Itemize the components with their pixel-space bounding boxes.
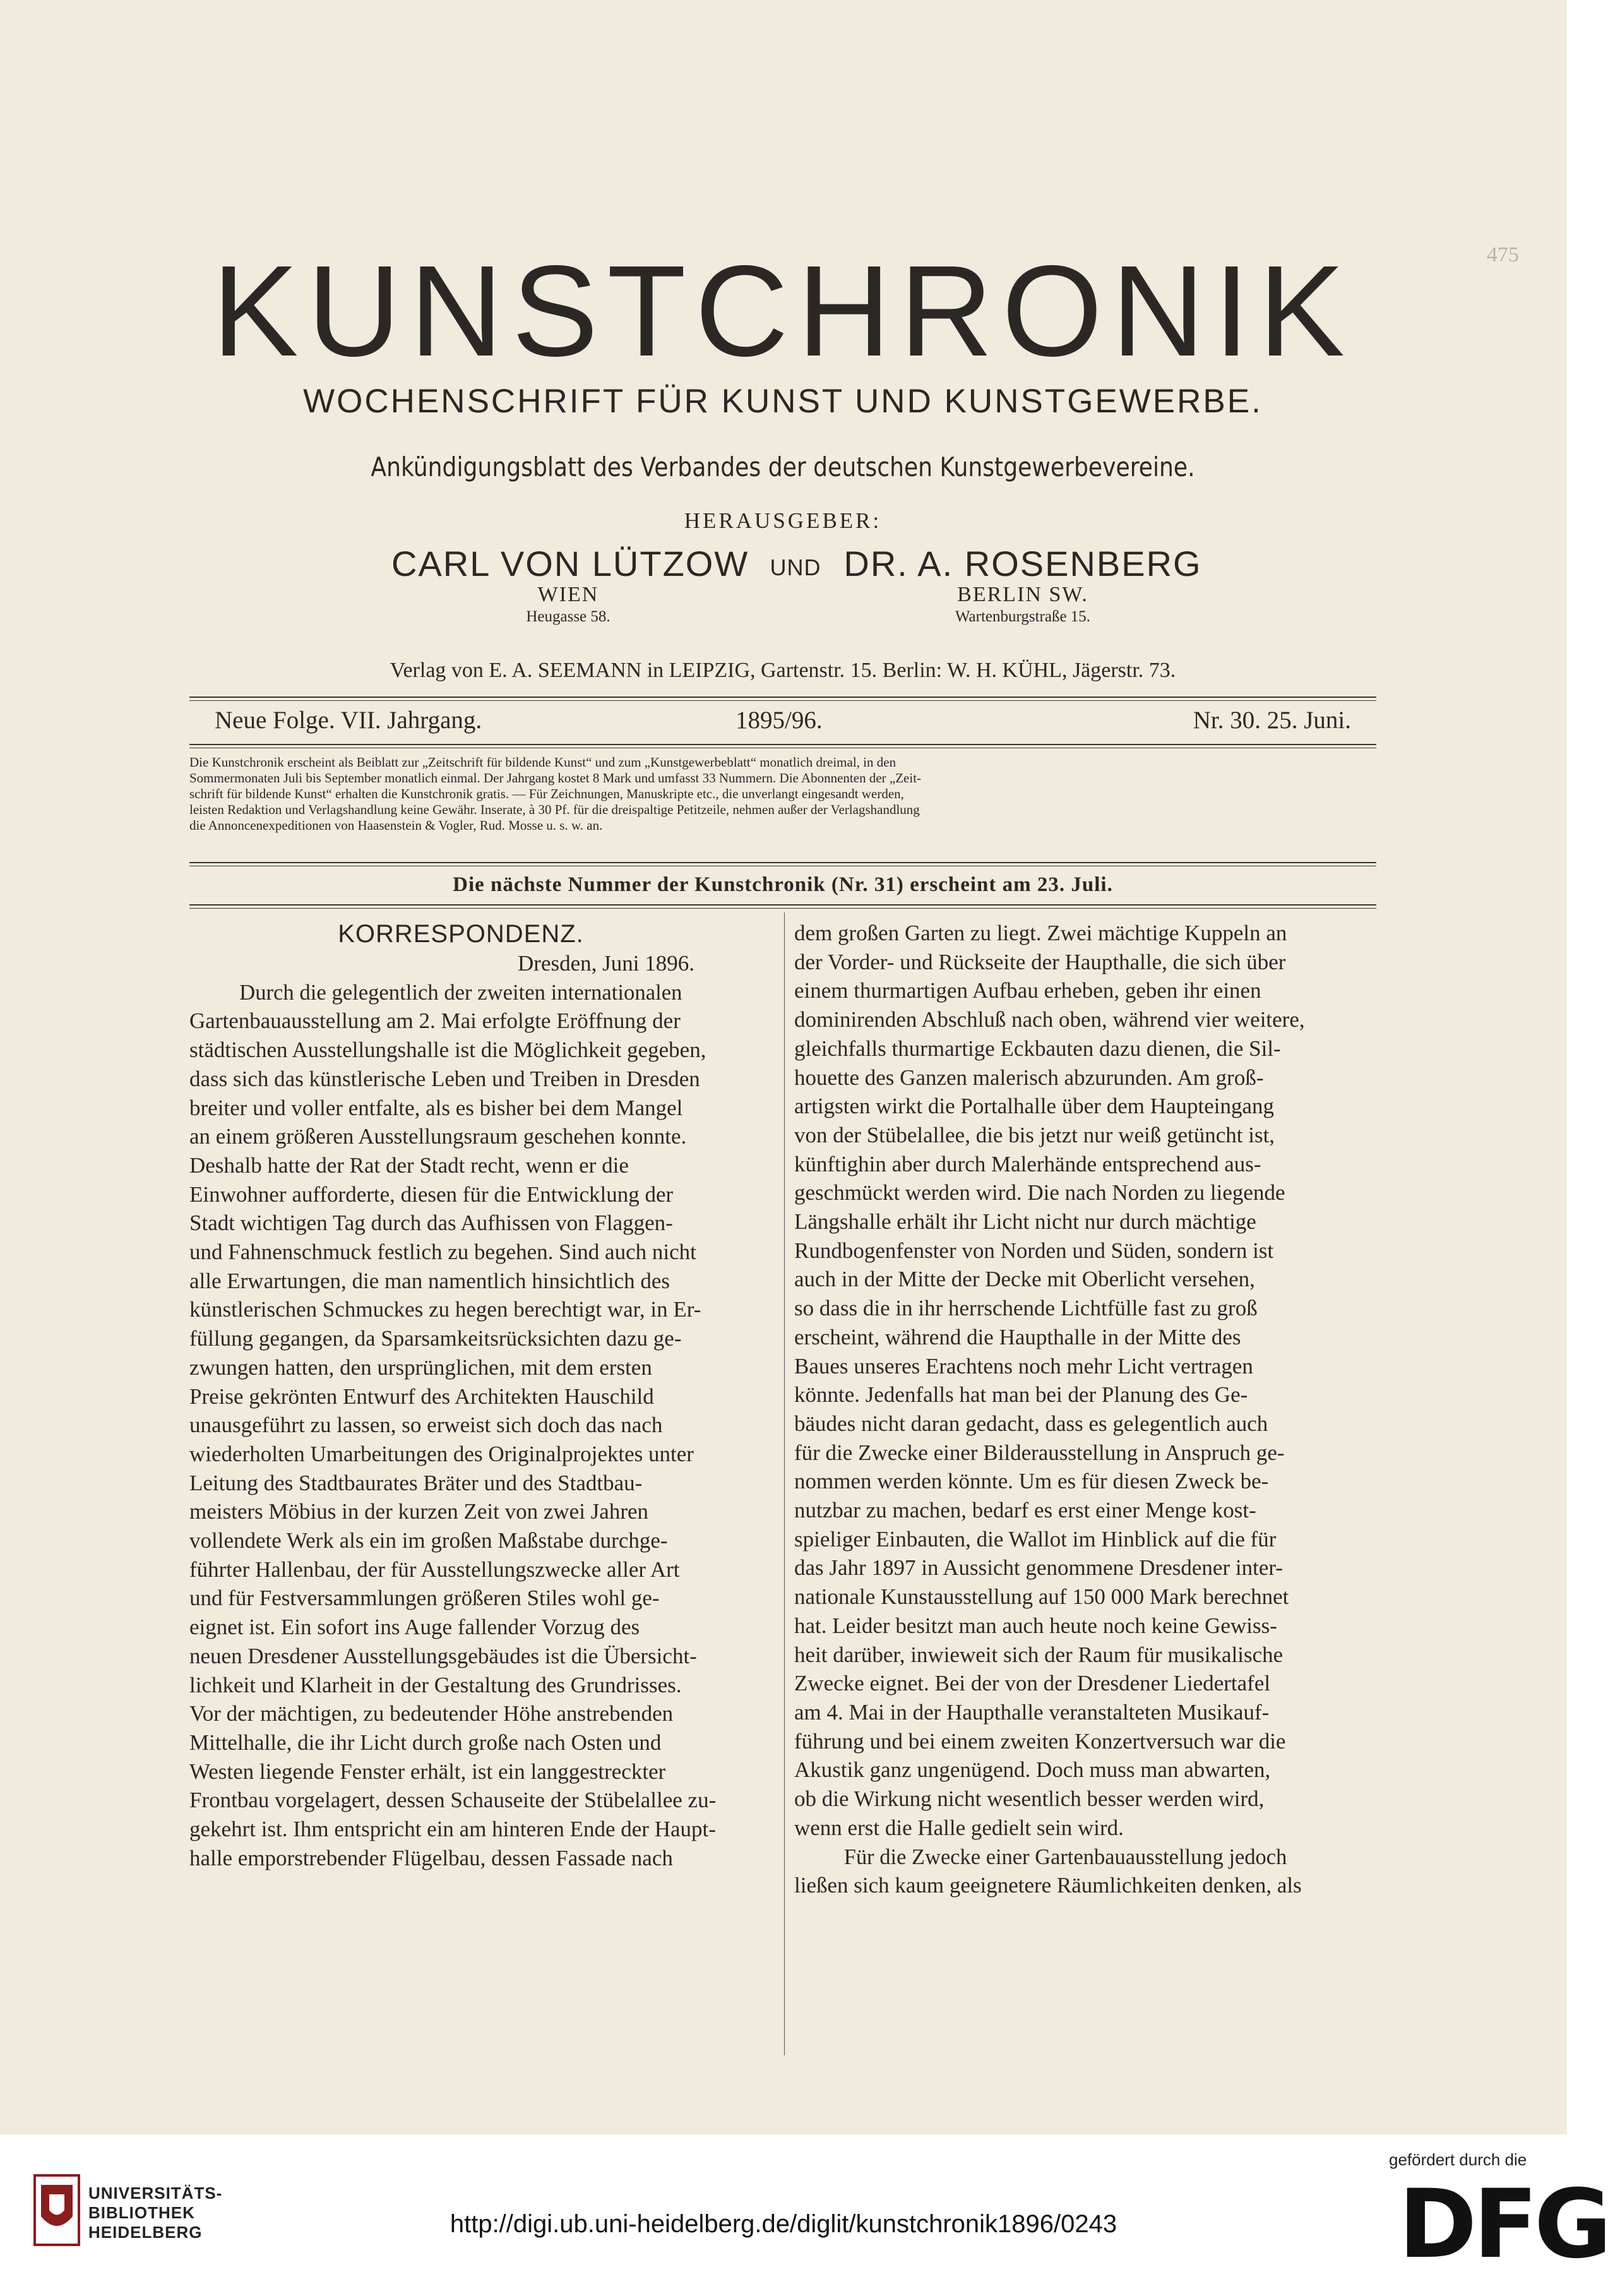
text-line: nationale Kunstausstellung auf 150 000 Mark berechnet xyxy=(794,1584,1289,1610)
editor-right-name: DR. A. ROSENBERG xyxy=(843,544,1202,583)
divider xyxy=(189,744,1376,745)
text-line: Frontbau vorgelagert, dessen Schauseite der Stübelallee zu- xyxy=(189,1788,717,1813)
text-line: Einwohner aufforderte, diesen für die Entwicklung der xyxy=(189,1181,674,1207)
text-line: gleichfalls thurmartige Eckbauten dazu dienen, die Sil- xyxy=(794,1036,1281,1061)
divider xyxy=(189,700,1376,701)
text-line: dem großen Garten zu liegt. Zwei mächtige Kuppeln an xyxy=(794,921,1287,945)
funded-by-label: gefördert durch die xyxy=(1389,2150,1527,2169)
text-line: spieliger Einbauten, die Wallot im Hinblick auf die für xyxy=(794,1526,1277,1552)
issue-number: Nr. 30. 25. Juni. xyxy=(1193,707,1351,734)
editor-left-address: Heugasse 58. xyxy=(526,608,610,625)
subscription-notice xyxy=(189,755,1376,834)
text-line: künstlerischen Schmuckes zu hegen berechtigt war, in Er- xyxy=(189,1297,701,1322)
text-line: bäudes nicht daran gedacht, dass es gelegentlich auch xyxy=(794,1411,1268,1436)
text-line: künftighin aber durch Malerhände entsprechend aus- xyxy=(794,1151,1261,1176)
text-line: zwungen hatten, den ursprünglichen, mit dem ersten xyxy=(189,1354,652,1380)
text-line: breiter und voller entfalte, als es bisher bei dem Mangel xyxy=(189,1095,683,1120)
page-number: 475 xyxy=(1487,243,1519,266)
text-line: Westen liegende Fenster erhält, ist ein langgestreckter xyxy=(189,1759,666,1784)
announcement-line: Ankündigungsblatt des Verbandes der deutschen Kunstgewerbevereine. xyxy=(371,451,1195,482)
text-line: für die Zwecke einer Bilderausstellung in Anspruch ge- xyxy=(794,1440,1285,1465)
text-line: Rundbogenfenster von Norden und Süden, sondern ist xyxy=(794,1238,1274,1263)
masthead-title: KUNSTCHRONIK xyxy=(211,239,1354,383)
divider xyxy=(189,697,1376,698)
text-line: ob die Wirkung nicht wesentlich besser werden wird, xyxy=(794,1786,1265,1812)
text-line: einem thurmartigen Aufbau erheben, geben ihr einen xyxy=(794,978,1261,1003)
divider xyxy=(189,862,1376,863)
text-line: und für Festversammlungen größeren Stiles wohl ge- xyxy=(189,1586,660,1611)
notice-line: Die Kunstchronik erscheint als Beiblatt zur „Zeitschrift für bildende Kunst“ und zum „Kunstgewerbeblatt“ monatlich dreimal, in den xyxy=(189,755,896,770)
text-line: neuen Dresdener Ausstellungsgebäudes ist die Übersicht- xyxy=(189,1643,697,1668)
text-line: Preise gekrönten Entwurf des Architekten Hauschild xyxy=(189,1384,654,1409)
column-divider xyxy=(784,912,785,2055)
text-line: dass sich das künstlerische Leben und Treiben in Dresden xyxy=(189,1066,700,1091)
text-line: wenn erst die Halle gedielt sein wird. xyxy=(794,1815,1124,1840)
footer-bar xyxy=(0,2134,1608,2296)
text-line: dominirenden Abschluß nach oben, während vier weitere, xyxy=(794,1007,1305,1032)
text-line: führung und bei einem zweiten Konzertversuch war die xyxy=(794,1728,1286,1754)
text-line: alle Erwartungen, die man namentlich hinsichtlich des xyxy=(189,1268,670,1293)
editor-right-city: BERLIN SW. xyxy=(957,583,1088,606)
divider xyxy=(189,904,1376,906)
masthead-subtitle: WOCHENSCHRIFT FÜR KUNST UND KUNSTGEWERBE. xyxy=(303,383,1263,420)
text-line: nommen werden könnte. Um es für diesen Zweck be- xyxy=(794,1469,1269,1494)
text-line: führter Hallenbau, der für Ausstellungszwecke aller Art xyxy=(189,1557,680,1582)
text-line: unausgeführt zu lassen, so erweist sich doch das nach xyxy=(189,1413,663,1438)
text-line: am 4. Mai in der Haupthalle veranstalteten Musikauf- xyxy=(794,1699,1270,1725)
text-line: artigsten wirkt die Portalhalle über dem Haupteingang xyxy=(794,1094,1275,1119)
source-url[interactable]: http://digi.ub.uni-heidelberg.de/diglit/kunstchronik1896/0243 xyxy=(450,2210,1117,2238)
text-line: meisters Möbius in der kurzen Zeit von zwei Jahren xyxy=(189,1499,649,1524)
editor-right xyxy=(833,543,1212,626)
text-line: Leitung des Stadtbaurates Bräter und des Stadtbau- xyxy=(189,1470,643,1495)
text-line: Zwecke eignet. Bei der von der Dresdener Liedertafel xyxy=(794,1671,1271,1696)
editor-right-address: Wartenburgstraße 15. xyxy=(955,608,1091,625)
text-line: das Jahr 1897 in Aussicht genommene Dresdener inter- xyxy=(794,1555,1283,1581)
notice-line: leisten Redaktion und Verlagshandlung keine Gewähr. Inserate, à 30 Pf. für die dreispaltige Petitzeile, nehmen außer der Verlagshandlung xyxy=(189,802,920,817)
library-name-line: BIBLIOTHEK xyxy=(88,2203,195,2222)
notice-line: Sommermonaten Juli bis September monatlich einmal. Der Jahrgang kostet 8 Mark und umfasst 33 Nummern. Die Abonnenten der „Zeit- xyxy=(189,770,922,786)
text-line: eignet ist. Ein sofort ins Auge fallender Vorzug des xyxy=(189,1615,640,1640)
text-line: nutzbar zu machen, bedarf es erst einer Menge kost- xyxy=(794,1498,1256,1523)
library-name-line: HEIDELBERG xyxy=(88,2223,203,2242)
notice-line: schrift für bildende Kunst“ erhalten die Kunstchronik gratis. — Für Zeichnungen, Manuskripte etc., die unverlangt eingesandt werden, xyxy=(189,786,904,801)
text-line: Akustik ganz ungenügend. Doch muss man abwarten, xyxy=(794,1757,1271,1783)
text-line: vollendete Werk als ein im großen Maßstabe durchge- xyxy=(189,1528,668,1553)
text-line: von der Stübelallee, die bis jetzt nur weiß getüncht ist, xyxy=(794,1122,1275,1147)
issue-year: 1895/96. xyxy=(736,707,823,734)
text-line: der Vorder- und Rückseite der Haupthalle, die sich über xyxy=(794,949,1286,974)
dateline: Dresden, Juni 1896. xyxy=(518,951,694,976)
dfg-logo: DFG xyxy=(1398,2170,1608,2280)
text-line: lichkeit und Klarheit in der Gestaltung des Grundrisses. xyxy=(189,1672,682,1697)
article-column-right xyxy=(794,919,1337,1900)
issue-line xyxy=(189,706,1376,744)
text-line: füllung gegangen, da Sparsamkeitsrücksichten dazu ge- xyxy=(189,1326,682,1351)
issue-folge: Neue Folge. VII. Jahrgang. xyxy=(215,707,482,734)
text-line: wiederholten Umarbeitungen des Originalprojektes unter xyxy=(189,1441,694,1466)
text-line: so dass die in ihr herrschende Lichtfülle fast zu groß xyxy=(794,1296,1258,1321)
text-line: erscheint, während die Haupthalle in der Mitte des xyxy=(794,1324,1241,1349)
text-line: städtischen Ausstellungshalle ist die Möglichkeit gegeben, xyxy=(189,1037,706,1063)
article-column-left xyxy=(189,919,732,1873)
text-line: Mittelhalle, die ihr Licht durch große nach Osten und xyxy=(189,1730,662,1755)
library-name-line: UNIVERSITÄTS- xyxy=(88,2184,223,2203)
text-line: heit darüber, inwieweit sich der Raum für musikalische xyxy=(794,1642,1283,1667)
text-line: Stadt wichtigen Tag durch das Aufhissen von Flaggen- xyxy=(189,1211,673,1236)
text-line: hat. Leider besitzt man auch heute noch keine Gewiss- xyxy=(794,1613,1277,1638)
text-line: Deshalb hatte der Rat der Stadt recht, wenn er die xyxy=(189,1152,629,1178)
text-line: Längshalle erhält ihr Licht nicht nur durch mächtige xyxy=(794,1209,1256,1235)
text-line: Durch die gelegentlich der zweiten internationalen xyxy=(239,979,682,1005)
text-line: an einem größeren Ausstellungsraum geschehen konnte. xyxy=(189,1124,687,1149)
text-line: ließen sich kaum geeignetere Räumlichkeiten denken, als xyxy=(794,1873,1302,1898)
editors-und: UND xyxy=(770,554,821,580)
editor-left-city: WIEN xyxy=(537,583,599,606)
section-heading: KORRESPONDENZ. xyxy=(338,920,584,948)
text-line: Für die Zwecke einer Gartenbauausstellung jedoch xyxy=(843,1844,1287,1869)
publisher-line: Verlag von E. A. SEEMANN in LEIPZIG, Gartenstr. 15. Berlin: W. H. KÜHL, Jägerstr. 73. xyxy=(390,659,1176,682)
editor-left-name: CARL VON LÜTZOW xyxy=(391,544,749,583)
text-line: geschmückt werden wird. Die nach Norden zu liegende xyxy=(794,1180,1285,1205)
text-line: könnte. Jedenfalls hat man bei der Planung des Ge- xyxy=(794,1382,1248,1408)
herausgeber-label: HERAUSGEBER: xyxy=(684,508,882,533)
text-line: halle emporstrebender Flügelbau, dessen Fassade nach xyxy=(189,1845,673,1870)
text-line: auch in der Mitte der Decke mit Oberlicht versehen, xyxy=(794,1267,1255,1292)
text-line: und Fahnenschmuck festlich zu begehen. Sind auch nicht xyxy=(189,1240,696,1265)
text-line: Vor der mächtigen, zu bedeutender Höhe anstrebenden xyxy=(189,1701,674,1726)
next-issue-notice: Die nächste Nummer der Kunstchronik (Nr. 31) erscheint am 23. Juli. xyxy=(453,873,1113,896)
notice-line: die Annoncenexpeditionen von Haasenstein & Vogler, Rud. Mosse u. s. w. an. xyxy=(189,818,603,833)
text-line: gekehrt ist. Ihm entspricht ein am hinteren Ende der Haupt- xyxy=(189,1817,716,1842)
editor-left xyxy=(391,543,749,626)
text-line: Baues unseres Erachtens noch mehr Licht vertragen xyxy=(794,1353,1253,1378)
divider xyxy=(189,908,1376,909)
text-line: Gartenbauausstellung am 2. Mai erfolgte Eröffnung der xyxy=(189,1008,681,1034)
text-line: houette des Ganzen malerisch abzurunden. Am groß- xyxy=(794,1065,1264,1090)
